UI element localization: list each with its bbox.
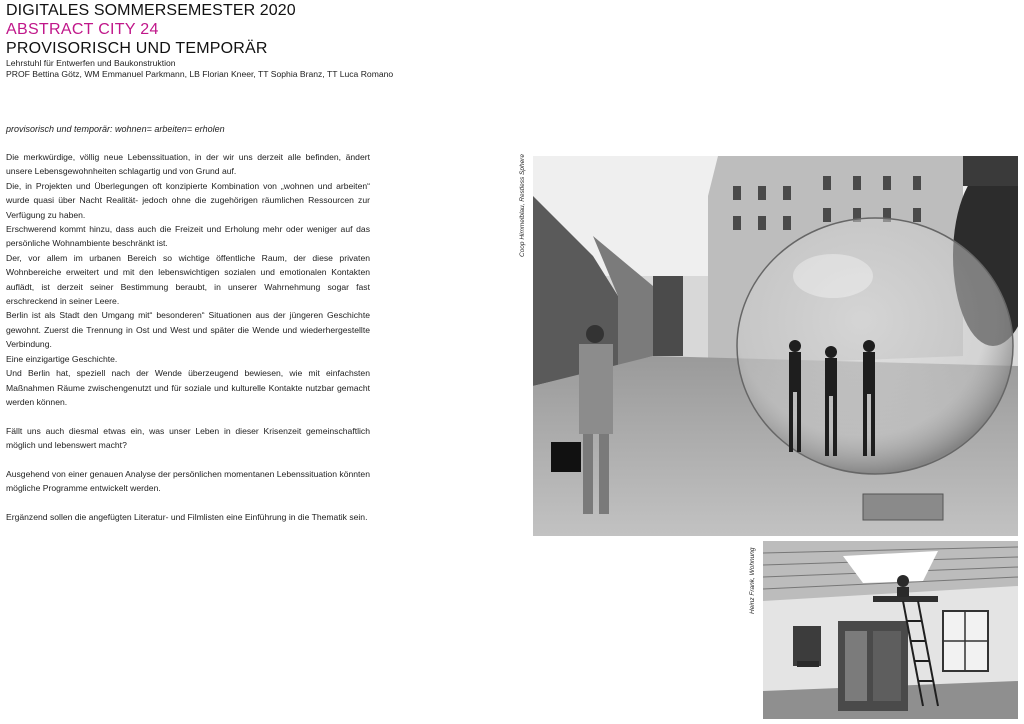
apartment-photo (763, 541, 1018, 719)
semester-heading: DIGITALES SOMMERSEMESTER 2020 (6, 2, 296, 19)
body-text (6, 150, 370, 525)
paragraph: Ergänzend sollen die angefügten Literatur- und Filmlisten eine Einführung in die Thematik sein. (6, 512, 368, 523)
staff-list: PROF Bettina Götz, WM Emmanuel Parkmann, LB Florian Kneer, TT Sophia Branz, TT Luca Romano (6, 68, 394, 79)
paragraph: Ausgehend von einer genauen Analyse der persönlichen momentanen Lebenssituation könnten mögliche Programme entwickelt werden. (6, 468, 370, 494)
chair-name: Lehrstuhl für Entwerfen und Baukonstruktion (6, 58, 176, 68)
paragraph: Die, in Projekten und Überlegungen oft konzipierte Kombination von „wohnen und arbeiten“ wurde quasi über Nacht Realität- jedoch ohne die zugehörigen räumlichen Ressourcen zur Verfügung zu haben. (6, 180, 370, 220)
street-bubble-photo (533, 156, 1018, 536)
photo2-caption: Heinz Frank, Wohnung (749, 547, 756, 614)
project-subtitle: PROVISORISCH UND TEMPORÄR (6, 40, 268, 57)
photo1-caption: Coop Himmelblau, Restless Sphere (519, 154, 526, 257)
paragraph: Erschwerend kommt hinzu, dass auch die Freizeit und Erholung mehr oder weniger auf das persönliche Wohnambiente beschränkt ist. (6, 224, 370, 249)
paragraph: Der, vor allem im urbanen Bereich so wichtige öffentliche Raum, der diese privaten Wohnbereiche erweitert und mit den lebenswichtigen sozialen und emotionalen Kontakten auflädt, ist derzeit seiner Bestimmung beraubt, in unserer Wahrnehmung sogar fast erschreckend in seiner Leere. (6, 252, 370, 307)
photo2-caption-wrap (749, 541, 761, 621)
project-title: ABSTRACT CITY 24 (6, 21, 159, 38)
photo1-caption-wrap (519, 156, 531, 264)
paragraph: Berlin ist als Stadt den Umgang mit“ besonderen“ Situationen aus der jüngeren Geschichte gewohnt. Zuerst die Trennung in Ost und West und später die Wende und wiederhergestellte Verbindung. (6, 310, 370, 350)
paragraph: Fällt uns auch diesmal etwas ein, was unser Leben in dieser Krisenzeit gemeinschaftlich möglich und lebenswert macht? (6, 425, 370, 451)
paragraph: Eine einzigartige Geschichte. (6, 353, 118, 364)
tagline: provisorisch und temporär: wohnen= arbeiten= erholen (6, 124, 225, 134)
paragraph: Und Berlin hat, speziell nach der Wende überzeugend bewiesen, wie mit einfachsten Maßnahmen Räume zwischengenutzt und für soziale und kulturelle Kontakte nutzbar gemacht werden können. (6, 368, 370, 407)
paragraph: Die merkwürdige, völlig neue Lebenssituation, in der wir uns derzeit alle befinden, ändert unsere Lebensgewohnheiten schlagartig und von Grund auf. (6, 152, 370, 177)
document-header (6, 0, 606, 79)
